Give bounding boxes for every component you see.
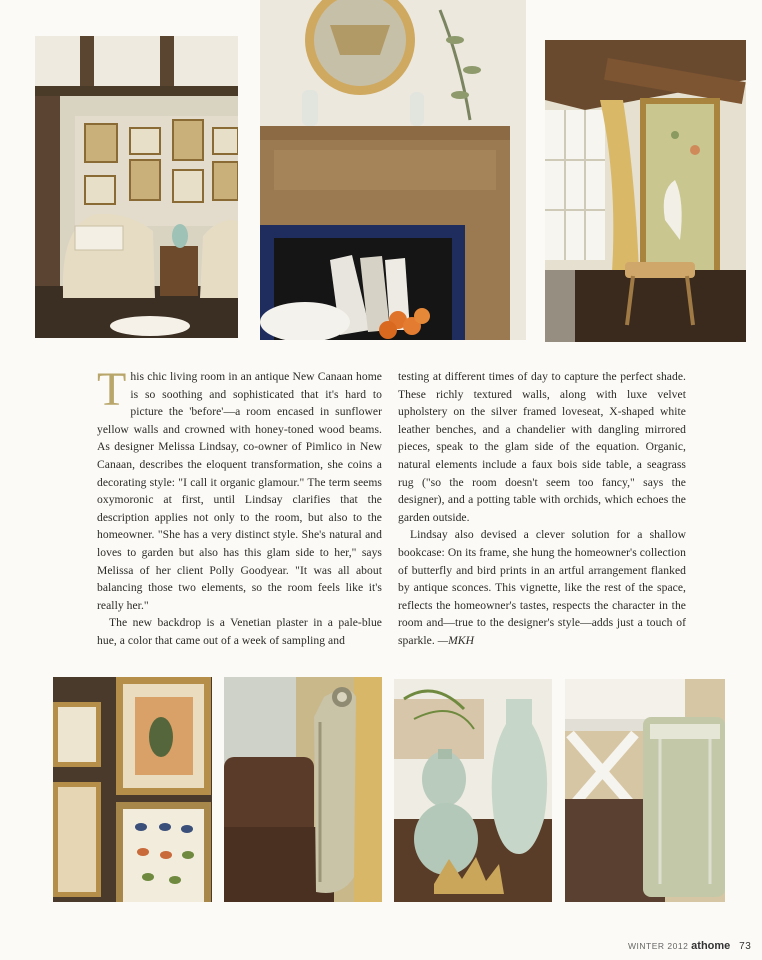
photo-silver-loveseat [224, 677, 382, 902]
article-paragraph-3: testing at different times of day to capture the perfect shade. These richly textured walls, along with luxe velvet upholstery on the silver framed loveseat, X-shaped white leather benches, and a chandelier with dangling mirrored pieces, speak to the glam side of the equation. Organic, natural elements include a faux bois side table, a seagrass rug ("so the room doesn't seem too fancy," says the designer), and a potting table with orchids, which echoes the garden outside. [398, 370, 686, 524]
photo-butterfly-bird-prints [53, 677, 212, 902]
article-paragraph-4: Lindsay also devised a clever solution for a shallow bookcase: On its frame, she hung the homeowner's collection of butterfly and bird prints in an artful arrangement flanked by antique sconces. This vignette, like the rest of the space, reflects the homeowner's tastes, respects the character in the room and—true to the designer's style—adds just a touch of sparkle. —MKH [398, 528, 686, 647]
page-footer [628, 940, 751, 952]
article-column-left [97, 363, 382, 650]
photo-window-wall-panel [545, 40, 746, 342]
article-column-right [398, 368, 686, 650]
magazine-brand: athome [691, 940, 731, 952]
issue-date: WINTER 2012 [628, 941, 689, 951]
photo-celadon-vases [394, 679, 552, 902]
page-number: 73 [739, 941, 752, 952]
article-paragraph-1: This chic living room in an antique New Canaan home is so soothing and sophisticated that it's hard to picture the 'before'—a room encased in sunflower yellow walls and crowned with honey-toned wood beams. As designer Melissa Lindsay, co-owner of Pimlico in New Canaan, describes the eloquent transformation, she coins a decorating style: "I call it organic glamour." The term seems oxymoronic at first, until Lindsay clarifies that the description applies not only to the room, but also to the homeowner. "She has a very distinct style. She's natural and loves to garden but also has this glam side to her," says Melissa of her client Polly Goodyear. "It was all about balancing those two elements, so the room feels like it's really her." [97, 363, 382, 612]
photo-white-bench-pillow [565, 679, 725, 902]
article-paragraph-2: The new backdrop is a Venetian plaster in a pale-blue hue, a color that came out of a week of sampling and [97, 616, 382, 647]
author-signature: —MKH [437, 633, 475, 647]
drop-cap: T [97, 363, 127, 416]
photo-living-room-armchairs [35, 36, 238, 338]
photo-fireplace-mantel [260, 0, 526, 340]
